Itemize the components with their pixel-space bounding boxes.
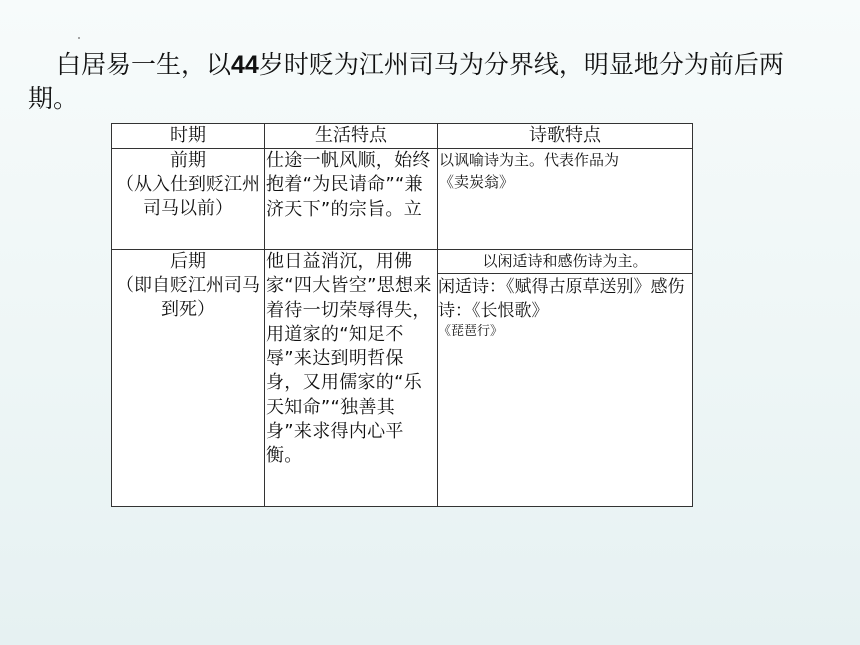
header-life: 生活特点 (265, 124, 438, 149)
table-row-late (112, 250, 693, 507)
header-poetry: 诗歌特点 (438, 124, 693, 149)
intro-paragraph (28, 48, 828, 115)
cell-early-period (112, 149, 265, 250)
early-poetry-line1: 以讽喻诗为主。代表作品为 (439, 151, 620, 169)
early-period-note: （从入仕到贬江州司马以前） (116, 174, 260, 219)
late-period-name: 后期 (170, 251, 206, 272)
cell-early-poetry (438, 149, 693, 250)
table-header-row (112, 124, 693, 149)
intro-text-part2: 岁时贬为江州司马为分界线，明显地分为前后两期。 (28, 50, 784, 113)
late-poetry-line3: 《琵琶行》 (438, 324, 504, 339)
early-poetry-line2: 《卖炭翁》 (439, 173, 515, 191)
intro-age: 44 (231, 51, 259, 79)
intro-text-part1: 白居易一生，以 (56, 50, 232, 79)
cell-early-life: 仕途一帆风顺，始终抱着“为民请命”“兼济天下”的宗旨。立 (265, 149, 438, 250)
bai-juyi-periods-table (111, 123, 693, 507)
cell-late-life: 他日益消沉，用佛家“四大皆空”思想来着待一切荣辱得失，用道家的“知足不辱”来达到明哲保身，又用儒家的“乐天知命”“独善其身”来求得内心平衡。 (265, 250, 438, 507)
late-period-note: （即自贬江州司马到死） (116, 275, 260, 320)
early-period-name: 前期 (170, 150, 206, 171)
decorative-dot (78, 37, 80, 39)
cell-late-poetry (438, 250, 693, 507)
cell-late-period (112, 250, 265, 507)
header-period: 时期 (112, 124, 265, 149)
table-row-early (112, 149, 693, 250)
late-poetry-line2: 闲适诗：《赋得古原草送别》感伤诗：《长恨歌》 (438, 277, 685, 321)
late-poetry-line1: 以闲适诗和感伤诗为主。 (438, 250, 692, 274)
